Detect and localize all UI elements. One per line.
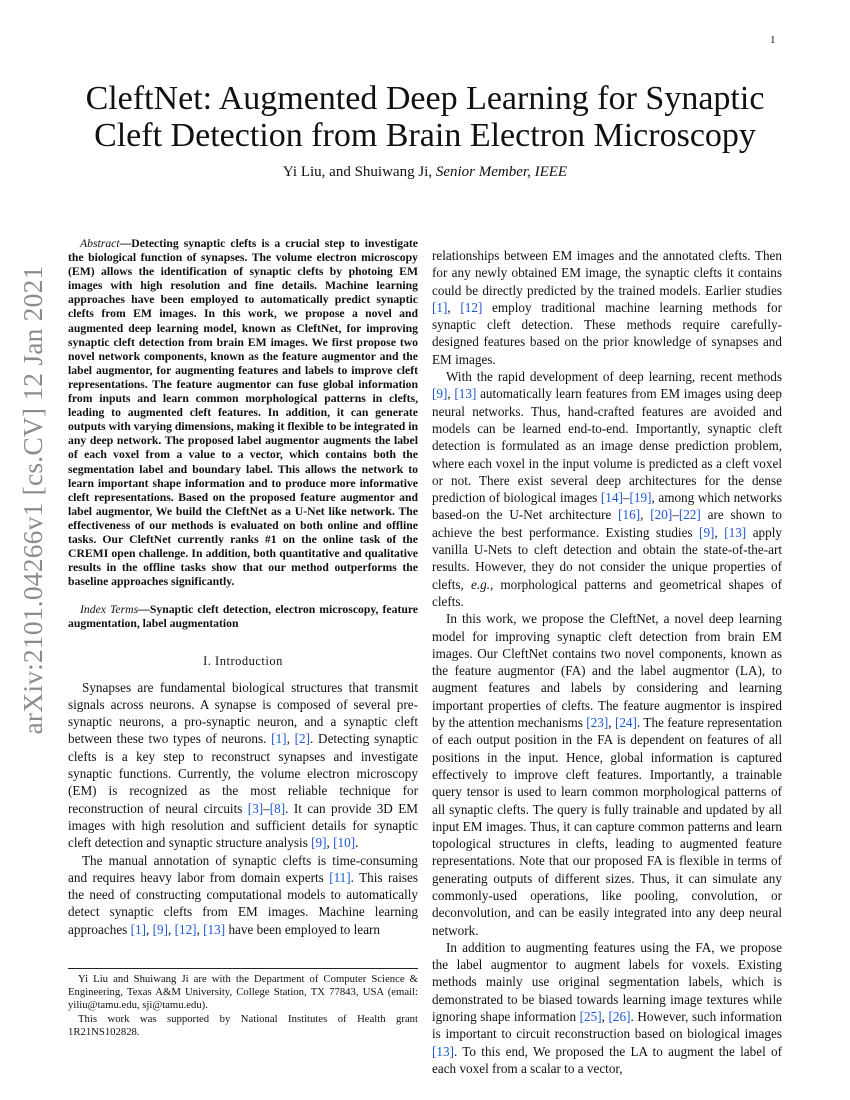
citation-link[interactable]: [9] xyxy=(152,921,168,937)
body-text: Synapses are fundamental biological structures that transmit signals across neurons. A synapse is composed of several pre-synaptic neurons, a pro-synaptic neuron, and a synaptic cleft between these two types of neurons. xyxy=(68,679,418,747)
citation-link[interactable]: [8] xyxy=(269,800,286,816)
index-terms-text: —Synaptic cleft detection, electron microscopy, feature augmentation, label augmentation xyxy=(68,603,418,631)
intro-paragraph-1 xyxy=(68,679,418,852)
body-text: In addition to augmenting features using the FA, we propose the label augmentor to augment labels for voxels. Existing methods mainly use original segmentation labels, which is demonstrated to be biased towards learning image textures while ignoring shape information xyxy=(432,939,782,1025)
citation-link[interactable]: [20] xyxy=(650,507,673,523)
body-text: , morphological patterns and geometrical shapes of clefts. xyxy=(432,576,782,609)
body-text: – xyxy=(622,490,630,506)
citation-link[interactable]: [13] xyxy=(454,386,477,402)
left-column xyxy=(68,237,418,938)
author-role: Senior Member, IEEE xyxy=(435,164,568,180)
body-text: , xyxy=(714,524,725,540)
body-text: have been employed to learn xyxy=(225,921,381,937)
citation-link[interactable]: [25] xyxy=(579,1009,602,1025)
body-text: . The feature representation of each output position in the FA is dependent on features of all positions in the input. Hence, global information is captured effectively to improve cleft features. Importantly, a trainable query tensor is used to learn common morphological patterns of all synaptic clefts. The query is fully trainable and updated by all input EM images. Thus, it can capture common patterns and learn topological structures in clefts, leading to augmented feature representations. Note that our proposed FA is flexible in terms of generating outputs of different sizes. Thus, it can simulate any commonly-used operations, like pooling, convolution, or deconvolution, and can be easily integrated into any deep neural network. xyxy=(432,715,782,938)
paper-title xyxy=(60,80,790,154)
body-text: automatically learn features from EM images using deep neural networks. Thus, hand-crafted features are avoided and models can be learned end-to-end. Importantly, synaptic cleft detection is formulated as an image dense prediction problem, where each voxel in the input volume is predicted as a cleft voxel or not. There exist several deep architectures for the dense prediction of biological images xyxy=(432,386,783,506)
abstract-text: —Detecting synaptic clefts is a crucial step to investigate the biological function of synapses. The volume electron microscopy (EM) allows the identification of synaptic clefts by photoing EM images with high resolution and fine details. Machine learning approaches have been employed to automatically predict synaptic clefts from EM images. In this work, we propose a novel and augmented deep learning model, known as CleftNet, for improving synaptic cleft detection from brain EM images. We first propose two novel network components, known as the feature augmentor and the label augmentor, for augmenting features and labels to improve cleft representations. The feature augmentor can fuse global information from inputs and learn common morphological patterns in clefts, leading to augmented cleft features. In addition, it can generate outputs with varying dimensions, making it flexible to be integrated in any deep network. The proposed label augmentor augments the label of each voxel from a value to a vector, which contains both the segmentation label and boundary label. This allows the network to learn important shape information and to produce more informative cleft representations. Based on the proposed feature augmentor and label augmentor, We build the CleftNet as a U-Net like network. The effectiveness of our methods is evaluated on both online and offline tasks. Our CleftNet currently ranks #1 on the online task of the CREMI open challenge. In addition, both quantitative and qualitative results in the offline tasks show that our method outperforms the baseline approaches significantly. xyxy=(68,237,418,589)
body-text: , xyxy=(286,731,295,747)
right-paragraph-1 xyxy=(432,247,782,368)
body-text: . It can provide 3D EM images with high resolution and sufficient details for synaptic cleft detection and synaptic structure analysis xyxy=(68,800,419,851)
citation-link[interactable]: [26] xyxy=(608,1009,631,1025)
abstract xyxy=(68,237,418,589)
citation-link[interactable]: [9] xyxy=(699,524,715,540)
citation-link[interactable]: [9] xyxy=(432,386,448,402)
footnotes xyxy=(68,968,418,1039)
body-text: apply vanilla U-Nets to cleft detection and obtain the state-of-the-art results. However, they do not consider the unique properties of clefts, xyxy=(432,524,782,592)
citation-link[interactable]: [22] xyxy=(678,507,701,523)
abstract-label: Abstract xyxy=(80,237,120,250)
right-paragraph-2 xyxy=(432,368,782,610)
body-text: , xyxy=(167,921,175,937)
arxiv-stamp xyxy=(4,265,62,735)
citation-link[interactable]: [11] xyxy=(329,869,351,885)
citation-link[interactable]: [19] xyxy=(629,490,652,506)
citation-link[interactable]: [9] xyxy=(311,835,327,851)
citation-link[interactable]: [1] xyxy=(271,731,287,747)
citation-link[interactable]: [2] xyxy=(294,731,310,747)
author-names: Yi Liu, and Shuiwang Ji, xyxy=(282,164,436,180)
citation-link[interactable]: [13] xyxy=(432,1043,454,1059)
title-line-2: Cleft Detection from Brain Electron Microscopy xyxy=(94,117,756,154)
body-text: , xyxy=(447,386,455,402)
body-text: relationships between EM images and the annotated clefts. Then for any newly obtained EM image, the synaptic clefts it contains could be directly predicted by the trained models. Earlier studies xyxy=(432,248,782,298)
citation-link[interactable]: [12] xyxy=(460,299,483,315)
citation-link[interactable]: [13] xyxy=(724,524,747,540)
body-text: , xyxy=(640,507,651,523)
body-text: The manual annotation of synaptic clefts is time-consuming and requires heavy labor from domain experts xyxy=(68,852,418,885)
citation-link[interactable]: [1] xyxy=(432,299,448,315)
right-paragraph-3 xyxy=(432,610,782,939)
footnote-affiliation: Yi Liu and Shuiwang Ji are with the Department of Computer Science & Engineering, Texas A&M University, College Station, TX 77843, USA (email: yiliu@tamu.edu, sji@tamu.edu). xyxy=(68,973,418,1012)
body-text: , among which networks based-on the U-Net architecture xyxy=(432,490,782,523)
citation-link[interactable]: [24] xyxy=(614,715,637,731)
footnote-funding: This work was supported by National Institutes of Health grant 1R21NS102828. xyxy=(68,1012,418,1038)
body-text: In this work, we propose the CleftNet, a novel deep learning model for improving synaptic cleft detection from brain EM images. Our CleftNet contains two novel components, known as the feature augmentor (FA) and the label augmentor (LA), to augment features and labels by considering and learning important properties of clefts. The feature augmentor is inspired by the attention mechanisms xyxy=(432,611,782,731)
body-text: With the rapid development of deep learning, recent methods xyxy=(446,369,782,385)
body-text: , xyxy=(608,715,615,731)
section-heading-introduction: I. Introduction xyxy=(203,653,283,668)
body-text: are shown to achieve the best performance. Existing studies xyxy=(432,507,783,540)
body-text: . Detecting synaptic clefts is a key step to reconstruct synapses and investigate synaptic functions. Currently, the volume electron microscopy (EM) is recognized as the most reliable technique for reconstruction of neural circuits xyxy=(68,731,419,816)
citation-link[interactable]: [3] xyxy=(247,800,264,816)
citation-link[interactable]: [10] xyxy=(333,835,356,851)
body-text: , xyxy=(196,921,204,937)
title-line-1: CleftNet: Augmented Deep Learning for Synaptic xyxy=(85,80,765,117)
index-terms xyxy=(68,603,418,631)
authors xyxy=(60,164,790,181)
body-text: . xyxy=(355,835,359,851)
body-text: , xyxy=(146,921,153,937)
body-text: , xyxy=(326,835,334,851)
citation-link[interactable]: [16] xyxy=(618,507,641,523)
body-text: . To this end, We proposed the LA to augment the label of each voxel from a scalar to a vector, xyxy=(432,1043,782,1076)
intro-paragraph-2 xyxy=(68,852,418,938)
citation-link[interactable]: [14] xyxy=(600,490,623,506)
right-paragraph-4 xyxy=(432,939,782,1077)
citation-link[interactable]: [13] xyxy=(203,921,226,937)
body-text: employ traditional machine learning methods for synaptic cleft detection. These methods require carefully-designed features based on the prior knowledge of synapses and EM images. xyxy=(432,299,783,367)
body-text: – xyxy=(263,800,270,816)
body-text: , xyxy=(601,1009,609,1025)
body-text: . However, such information is important to circuit reconstruction based on biological images xyxy=(432,1009,782,1042)
italic-text: e.g. xyxy=(470,576,491,592)
body-text: . This raises the need of constructing computational models to automatically detect synaptic clefts from EM images. Machine learning approaches xyxy=(68,869,419,937)
page-number: 1 xyxy=(770,34,776,46)
body-text: – xyxy=(672,507,679,523)
citation-link[interactable]: [12] xyxy=(174,921,197,937)
index-terms-label: Index Terms xyxy=(80,603,139,617)
body-text: , xyxy=(447,299,461,315)
right-column xyxy=(432,247,782,1077)
citation-link[interactable]: [23] xyxy=(586,715,609,731)
citation-link[interactable]: [1] xyxy=(130,921,146,937)
arxiv-stamp-text: arXiv:2101.04266v1 [cs.CV] 12 Jan 2021 xyxy=(17,265,48,735)
